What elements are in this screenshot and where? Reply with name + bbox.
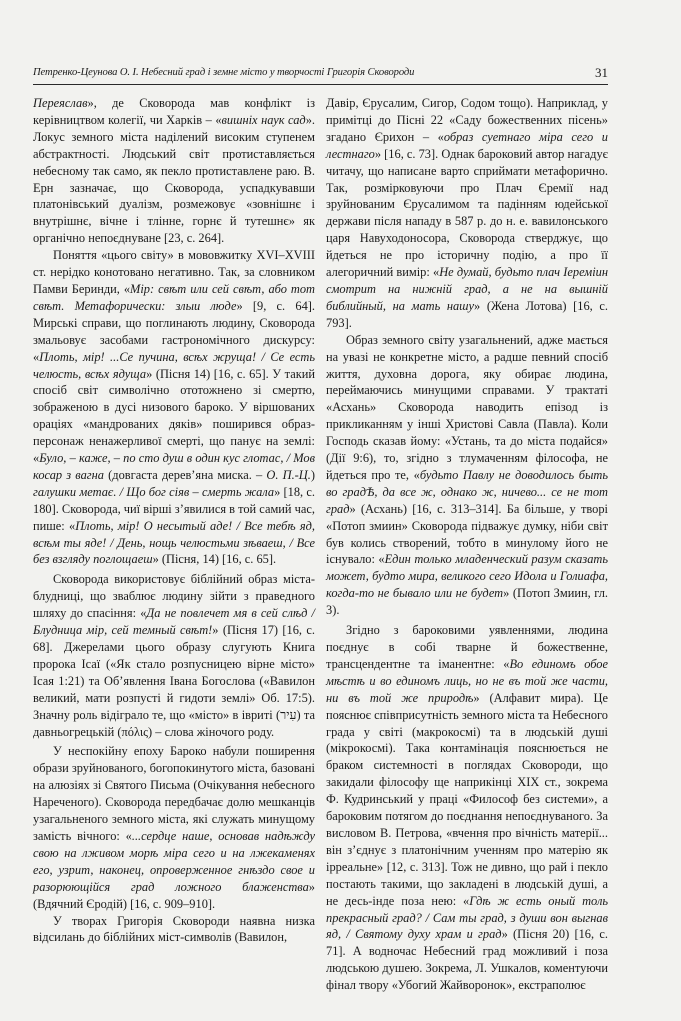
paragraph: У творах Григорія Сковороди наявна низка відсилань до біблійних міст-символів (Вавилон, <box>33 913 315 945</box>
paragraph: Сковорода використовує біблійний образ міста-блудниці, що зваблює людину зійти з праведного шляху до спасіння: «Да не повлечет мя в сей слѣд / Блудница мір, сей темный свѣт!» (Пісня 17) [16, с. 68]. Джерелами цього образу слугують Книга пророка Ісаї («Як стало розпусницею вірне місто» Ісая 1:21) та Об’явлення Івана Богослова («Вавилон великий, мати розпусті й гидоти землі» Об. 17:5). Значну роль відіграло те, що «місто» в івриті (עִיר) та давньогрецькій (πόλις) – слова жіночого роду. <box>33 572 315 739</box>
running-head-text: Петренко-Цеунова О. І. Небесний град і земне місто у творчості Григорія Сковороди <box>33 67 415 78</box>
paragraph: Згідно з бароковими уявленнями, людина поєднує в собі тварне й божественне, трансцендентне та іманентне: «Во единомъ обое мѣстѣ и во единомъ лиць, но не въ той же части, ни въ той же природѣ» (Алфавит мира). Це пояснює співприсутність земного міста та Небесного града у світі (макрокосмі) та в людській душі (мікрокосмі). Така контамінація пояснюється не браком системності в поглядах Сковороди, що закидали філософу ще наприкінці XIX ст., зокрема Ф. Кудринський у праці «Философ без системи», а бароковим потягом до поєднання непоєднуваного. За висловом В. Петрова, «вчення про вічність матерії... він з’єднує з платонічним ученням про матерію як ірреальне» [12, с. 313]. Тож не дивно, що рай і пекло постають такими, що закладені в людській душі, а не десь-інде поза нею: «Гдѣ ж есть оный толь прекрасный град? / Сам ты град, з души вон выгнав яд, / Святому духу храм и град» (Пісня 20) [16, с. 71]. А водночас Небесний град можливий і поза людською душею. Зокрема, Л. Ушкалов, коментуючи фінал твору «Убогий Жайворонок», екстраполює <box>326 623 608 993</box>
paragraph: Переяслав», де Сковорода мав конфлікт із керівництвом колегії, чи Харків – «вишніх наук сад». Локус земного міста наділений високим ступенем абстрактності. Людський світ протиставляється небесному так само, як пекло протиставлене раю. В. Ерн зазначає, що Сковорода, успадкувавши платонівський дуалізм, розмежовує «зовнішнє і внутрішнє, вічне і тлінне, горнє й тутешнє» як органічно непоєднуване [23, с. 264]. <box>33 96 315 246</box>
left-column <box>33 95 315 946</box>
running-header <box>33 66 608 85</box>
paragraph: Давір, Єрусалим, Сигор, Содом тощо). Наприклад, у примітці до Пісні 22 «Саду божественних пісень» згадано Єрихон – «образ суетнаго міра сего и лестнаго» [16, с. 73]. Однак бароковий автор нагадує читачу, що написане варто сприймати метафорично. Так, розмірковуючи про Плач Єремії над зруйнованим Єрусалимом та падінням юдейської держави після нападу в 587 р. до н. е. вавилонського царя Навуходоносора, Сковорода стверджує, що йдеться не про історичну подію, а про її алегоричний вимір: «Не думай, будьто плач Іереміин смотрит на нижній град, а не на вышній библийный, на мать нашу» (Жена Лотова) [16, с. 793]. <box>326 96 608 330</box>
paragraph: Поняття «цього світу» в мововжитку XVI–XVIII ст. нерідко конотовано негативно. Так, за словником Памви Беринди, «Мір: свѣт или сей свѣт, або тот свѣт. Метафорически: злыи люде» [9, с. 64]. Мирські справи, що поглинають людину, Сковорода змальовує засобами гастрономічного дискурсу: «Плоть, мір! ...Се пучина, всѣх жруща! / Се есть челюсть, всѣх ядуща» (Пісня 14) [16, с. 65]. У такий спосіб світ символічно ототожнено зі смертю, зображеною в дусі низового бароко. У віршованих ораціях «мандрованих дяків» поширився образ-персонаж ненажерливої смерті, що панує на землі: «Було, – каже, – по сто душ в один кус глотас, / Мов косар з вагна (довгаста дерев’яна миска. – О. П.-Ц.) галушки метає. / Що бог сіяв – смерть жала» [18, с. 180]. Сковорода, чиї вірші з’явилися в той самий час, пише: «Плоть, мір! О несытый аде! / Все тебѣ яд, всѣм ты яде! / День, нощь челюстьми зѣваеш, / Все без взгляду поглощаеш» (Пісня, 14) [16, с. 65]. <box>33 248 316 567</box>
page-number: 31 <box>595 65 608 80</box>
right-column <box>326 95 608 994</box>
paragraph: Образ земного світу узагальнений, адже мається на увазі не конкретне місто, а радше певний спосіб життя, духовна дорога, яку обирає людина, переймаючись минущими справами. У трактаті «Асхань» Сковорода наводить епізод із прикликанням у інші Христові Савла (Павла). Коли Господь сказав йому: «Устань, та до міста подайся» (Дії 9:6), то, згідно з тлумаченням філософа, не йдеться про те, «будьто Павлу не доводилось быть во градѢ, да все ж, однако ж, ничево... се не тот град» (Асхань) [16, с. 313–314]. Ба більше, у творі «Потоп змиин» Сковорода підважує думку, ніби світ був колись створений, тобто в минулому його не існувало: «Един только младенческий разум сказать может, будто мира, великого сего Идола и Голиафа, когда-то не бывало или не будет» (Потоп Змиин, гл. 3). <box>326 332 608 618</box>
paragraph: У неспокійну епоху Бароко набули поширення образи зруйнованого, богопокинутого міста, базовані на алюзіях зі Святого Письма (Очікування небесного Нареченого). Сковорода передбачає долю мешканців узагальненого земного міста, які служать минущому замість вічного: «...сердце наше, основав надѣжду свою на лживом морѣ міра сего и на лжекаменях его, узрит, наконец, опроверженное гнѣздо свое и разорюющійся град ложного блаженства» (Вдячний Єродій) [16, с. 909–910]. <box>33 744 315 911</box>
